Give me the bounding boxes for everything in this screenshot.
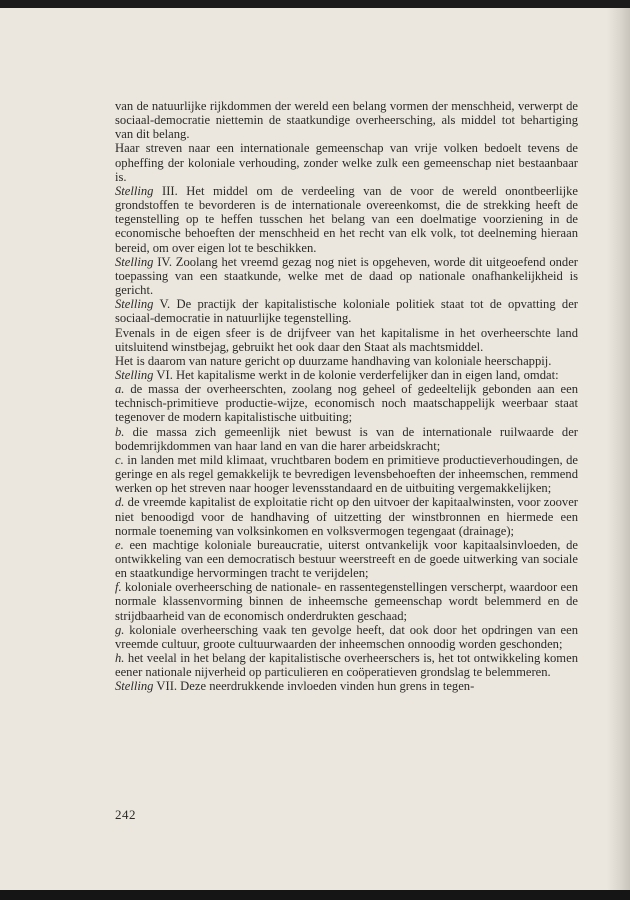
page-body bbox=[115, 99, 578, 694]
list-marker: b. bbox=[115, 424, 125, 439]
scan-bottom-border bbox=[0, 890, 630, 900]
paragraph: van de natuurlijke rijkdommen der wereld een belang vormen der menschheid, verwerpt de sociaal-democratie niettemin de staatkundige overheersching, als middel tot behartiging van dit belang. bbox=[115, 99, 578, 142]
list-marker: c. bbox=[115, 452, 124, 467]
paragraph-lead: Stelling bbox=[115, 367, 154, 382]
list-marker: g. bbox=[115, 622, 125, 637]
paragraph-lead: Stelling bbox=[115, 183, 154, 198]
list-item: a. de massa der overheerschten, zoolang nog geheel of gedeeltelijk gebonden aan een technisch-primitieve productie-wijze, economisch noch maatschappelijk weerbaar staat tegenover de modern kapitalistische uitbuiting; bbox=[115, 382, 578, 425]
paragraph: Stelling III. Het middel om de verdeeling van de voor de wereld onontbeerlijke grondstoffen te bevorderen is de internationale overeenkomst, die de strekking heeft de tegenstelling op te heffen tusschen het belang van een doelmatige voorziening in de economische behoeften der menschheid en het recht van elk volk, tot deelneming hieraan bereid, om over eigen lot te beschikken. bbox=[115, 183, 578, 255]
page-number: 242 bbox=[115, 807, 136, 822]
list-item: c. in landen met mild klimaat, vruchtbaren bodem en primitieve productieverhoudingen, de geringe en als regel gemakkelijk te bevredigen levensbehoeften der inheemschen, remmend werken op het streven naar hooger levensstandaard en de uitbuiting vergemakkelijken; bbox=[115, 452, 578, 496]
list-item: d. de vreemde kapitalist de exploitatie richt op den uitvoer der kapitaalwinsten, voor zoover niet benoodigd voor de handhaving of uitzetting der winstbronnen en hiermede een normale toeneming van volksinkomen en volksvermogen tegengaat (drainage); bbox=[115, 495, 578, 538]
scan-top-border bbox=[0, 0, 630, 8]
paragraph: Stelling VII. Deze neerdrukkende invloeden vinden hun grens in tegen- bbox=[115, 679, 475, 694]
list-marker: a. bbox=[115, 382, 125, 397]
paragraph-lead: Stelling bbox=[115, 254, 154, 269]
paragraph: Stelling IV. Zoolang het vreemd gezag nog niet is opgeheven, worde dit uitgeoefend onder toepassing van een staatkunde, welke met de daad op nationale onafhankelijkheid is gericht. bbox=[115, 254, 578, 298]
paragraph-lead: Stelling bbox=[115, 297, 154, 312]
list-marker: h. bbox=[115, 651, 125, 666]
paragraph: Stelling V. De practijk der kapitalistische koloniale politiek staat tot de opvatting der sociaal-democratie in natuurlijke tegenstelling. bbox=[115, 297, 578, 326]
list-marker: f. bbox=[115, 580, 122, 595]
list-item: e. een machtige koloniale bureaucratie, uiterst ontvankelijk voor kapitaalsinvloeden, de ontwikkeling van een democratisch bestuur weerstreeft en de goede uitwerking van sociale en staatkundige hervormingen tracht te verijdelen; bbox=[115, 537, 578, 581]
page-edge-shadow bbox=[607, 8, 630, 890]
list-marker: e. bbox=[115, 537, 124, 552]
list-item: b. die massa zich gemeenlijk niet bewust is van de internationale ruilwaarde der bodemrijkdommen van haar land en van die harer arbeidskracht; bbox=[115, 424, 578, 453]
paragraph-lead: Stelling bbox=[115, 679, 154, 694]
paragraph: Het is daarom van nature gericht op duurzame handhaving van koloniale heerschappij. bbox=[115, 353, 552, 368]
list-item: f. koloniale overheersching de nationale- en rassentegenstellingen verscherpt, waardoor een normale klassenvorming binnen de inheemsche gemeenschap wordt belemmerd en de strijdbaarheid van de economisch onderdrukten geschaad; bbox=[115, 580, 578, 623]
list-item: h. het veelal in het belang der kapitalistische overheerschers is, het tot ontwikkeling komen eener nationale nijverheid op particulieren en coöperatieven grondslag te belemmeren. bbox=[115, 651, 578, 680]
paragraph: Evenals in de eigen sfeer is de drijfveer van het kapitalisme in het overheerschte land uitsluitend winstbejag, gebruikt het ook daar den Staat als machtsmiddel. bbox=[115, 325, 578, 354]
list-marker: d. bbox=[115, 495, 125, 510]
paragraph: Haar streven naar een internationale gemeenschap van vrije volken bedoelt tevens de opheffing der koloniale verhouding, zonder welke zulk een gemeenschap niet bestaanbaar is. bbox=[115, 141, 578, 184]
paragraph: Stelling VI. Het kapitalisme werkt in de kolonie verderfelijker dan in eigen land, omdat: bbox=[115, 367, 559, 382]
list-item: g. koloniale overheersching vaak ten gevolge heeft, dat ook door het opdringen van een vreemde cultuur, groote cultuurwaarden der inheemschen onnoodig worden geschonden; bbox=[115, 622, 578, 651]
